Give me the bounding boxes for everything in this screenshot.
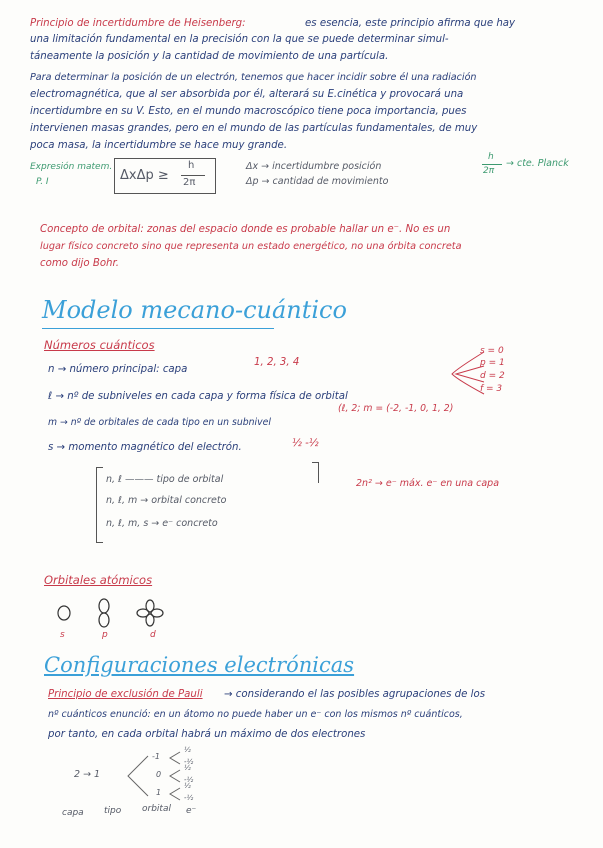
s-quantum-line: s → momento magnético del electrón. xyxy=(48,442,242,453)
tree-label-orbital: orbital xyxy=(142,804,171,814)
h-fraction-bar xyxy=(482,164,502,165)
h-den: 2π xyxy=(483,166,495,176)
tree-s-2: -½ xyxy=(184,758,194,766)
spdf-s: s = 0 xyxy=(480,346,504,356)
p-orbital-icon-bottom xyxy=(99,613,109,627)
tree-label-electron: e⁻ xyxy=(186,806,197,816)
p-orbital-icon-top xyxy=(99,599,109,613)
max-electrons-note: 2n² → e⁻ máx. e⁻ en una capa xyxy=(356,478,500,489)
l-quantum-line: ℓ → nº de subniveles en cada capa y forma física de orbital xyxy=(48,391,348,402)
expr-label-2: P. I xyxy=(36,177,49,187)
tree-s-5: ½ xyxy=(184,782,191,790)
h-num: h xyxy=(488,152,494,162)
s-orbital-icon xyxy=(58,606,70,620)
tree-s-4: -½ xyxy=(184,776,194,784)
n-values: 1, 2, 3, 4 xyxy=(254,357,300,368)
formula-den: 2π xyxy=(183,177,196,188)
m-values: (ℓ, 2; m = (-2, -1, 0, 1, 2) xyxy=(338,403,454,414)
tree-m-2: 0 xyxy=(156,770,162,779)
expr-label: Expresión matem. xyxy=(30,162,113,172)
heisenberg-line: electromagnética, que al ser absorbida por él, alterará su E.cinética y provocará una xyxy=(30,89,464,100)
formula: ΔxΔp ≥ xyxy=(120,168,169,183)
orbital-line: lugar físico concreto sino que representa un estado energético, no una órbita concreta xyxy=(40,241,462,252)
bracket-right xyxy=(312,462,319,483)
orbital-line: como dijo Bohr. xyxy=(40,258,119,269)
formula-num: h xyxy=(188,160,195,171)
pauli-line: nº cuánticos enunció: en un átomo no puede haber un e⁻ con los mismos nº cuánticos, xyxy=(48,709,463,720)
s-values: ½ -½ xyxy=(292,438,319,449)
tree-label-capa: capa xyxy=(62,808,84,818)
bracket-line-2: n, ℓ, m → orbital concreto xyxy=(106,495,227,506)
tree-root: 2 → 1 xyxy=(74,769,101,780)
tree-m-1: -1 xyxy=(152,752,160,761)
spdf-f: f = 3 xyxy=(480,384,503,394)
heisenberg-line: intervienen masas grandes, pero en el mundo de las partículas fundamentales, de muy xyxy=(30,123,478,134)
spdf-d: d = 2 xyxy=(480,371,505,381)
orbital-line: Concepto de orbital: zonas del espacio donde es probable hallar un e⁻. No es un xyxy=(40,224,451,235)
tree-s-6: -½ xyxy=(184,794,194,802)
tree-label-tipo: tipo xyxy=(104,806,122,816)
orbital-label-p: p xyxy=(102,630,108,640)
config-tree-diagram xyxy=(118,748,218,808)
pauli-line: → considerando el las posibles agrupaciones de los xyxy=(224,689,486,700)
fraction-bar xyxy=(181,175,205,176)
planck-note: → cte. Planck xyxy=(506,158,569,169)
heisenberg-line: incertidumbre en su V. Esto, en el mundo macroscópico tiene poca importancia, pues xyxy=(30,106,467,117)
tree-s-3: ½ xyxy=(184,764,191,772)
tree-s-1: ½ xyxy=(184,746,191,754)
heisenberg-line: es esencia, este principio afirma que hay xyxy=(305,18,516,29)
modelo-title: Modelo mecano-cuántico xyxy=(42,296,347,324)
heisenberg-line: una limitación fundamental en la precisión con la que se puede determinar simul- xyxy=(30,34,449,45)
orbitales-title: Orbitales atómicos xyxy=(44,573,153,587)
heisenberg-line: táneamente la posición y la cantidad de movimiento de una partícula. xyxy=(30,51,389,62)
heisenberg-line: Para determinar la posición de un electrón, tenemos que hacer incidir sobre él una radiación xyxy=(30,72,477,83)
heisenberg-line: poca masa, la incertidumbre se hace muy grande. xyxy=(30,140,288,151)
pauli-line: por tanto, en cada orbital habrá un máximo de dos electrones xyxy=(48,729,366,740)
m-quantum-line: m → nº de orbitales de cada tipo en un subnivel xyxy=(48,417,271,428)
dx-definition: Δx → incertidumbre posición xyxy=(246,161,382,172)
tree-m-3: 1 xyxy=(156,788,162,797)
numeros-cuanticos-title: Números cuánticos xyxy=(44,338,155,352)
bracket-line-3: n, ℓ, m, s → e⁻ concreto xyxy=(106,518,218,529)
modelo-title-underline xyxy=(42,328,274,329)
orbital-label-s: s xyxy=(60,630,65,640)
bracket-left xyxy=(96,467,103,543)
orbital-shapes xyxy=(50,598,190,628)
dp-definition: Δp → cantidad de movimiento xyxy=(246,176,389,187)
spdf-p: p = 1 xyxy=(480,358,505,368)
n-quantum-line: n → número principal: capa xyxy=(48,364,188,375)
d-orbital-icon xyxy=(137,600,163,626)
orbital-label-d: d xyxy=(150,630,156,640)
heisenberg-title: Principio de incertidumbre de Heisenberg: xyxy=(30,18,246,29)
pauli-title: Principio de exclusión de Pauli xyxy=(48,689,203,700)
config-title: Configuraciones electrónicas xyxy=(44,653,355,677)
bracket-line-1: n, ℓ ——— tipo de orbital xyxy=(106,474,224,485)
